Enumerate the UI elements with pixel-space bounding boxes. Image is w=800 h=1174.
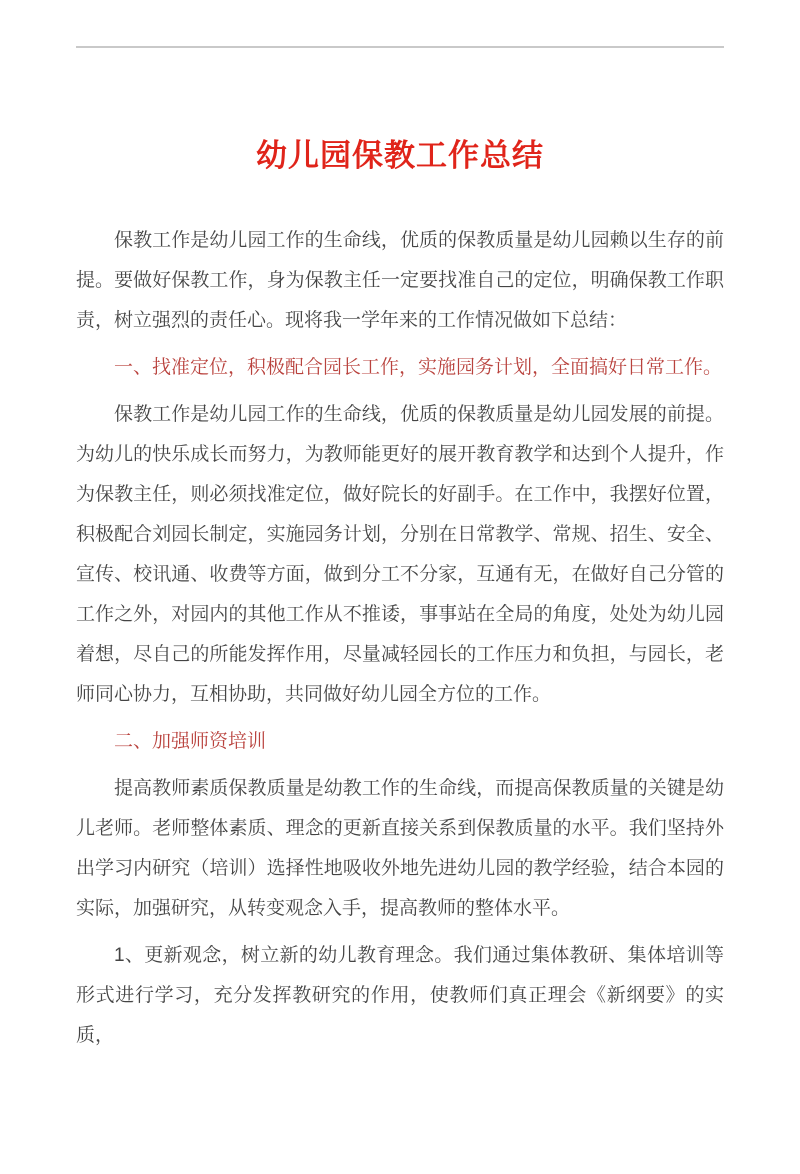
paragraph: 保教工作是幼儿园工作的生命线，优质的保教质量是幼儿园发展的前提。为幼儿的快乐成长而努力，为教师能更好的展开教育教学和达到个人提升，作为保教主任，则必须找准定位，做好院长的好副手。在工作中，我摆好位置，积极配合刘园长制定，实施园务计划，分别在日常教学、常规、招生、安全、宣传、校讯通、收费等方面，做到分工不分家，互通有无，在做好自己分管的工作之外，对园内的其他工作从不推诿，事事站在全局的角度，处处为幼儿园着想，尽自己的所能发挥作用，尽量减轻园长的工作压力和负担，与园长，老师同心协力，互相协助，共同做好幼儿园全方位的工作。: [76, 404, 724, 705]
document-body: [76, 221, 724, 1056]
paragraph: 保教工作是幼儿园工作的生命线，优质的保教质量是幼儿园赖以生存的前提。要做好保教工作，身为保教主任一定要找准自己的定位，明确保教工作职责，树立强烈的责任心。现将我一学年来的工作情况做如下总结：: [76, 230, 724, 331]
paragraph: 提高教师素质保教质量是幼教工作的生命线，而提高保教质量的关键是幼儿老师。老师整体素质、理念的更新直接关系到保教质量的水平。我们坚持外出学习内研究（培训）选择性地吸收外地先进幼儿园的教学经验，结合本园的实际，加强研究，从转变观念入手，提高教师的整体水平。: [76, 778, 724, 919]
section-heading: 二、加强师资培训: [114, 731, 267, 752]
paragraph: 1、更新观念，树立新的幼儿教育理念。我们通过集体教研、集体培训等形式进行学习，充分发挥教研究的作用，使教师们真正理会《新纲要》的实质，: [76, 945, 724, 1046]
section-heading: 一、找准定位，积极配合园长工作，实施园务计划，全面搞好日常工作。: [114, 357, 723, 378]
page-title: 幼儿园保教工作总结: [256, 138, 544, 173]
document-page: [0, 46, 800, 1174]
top-divider: [76, 46, 724, 48]
